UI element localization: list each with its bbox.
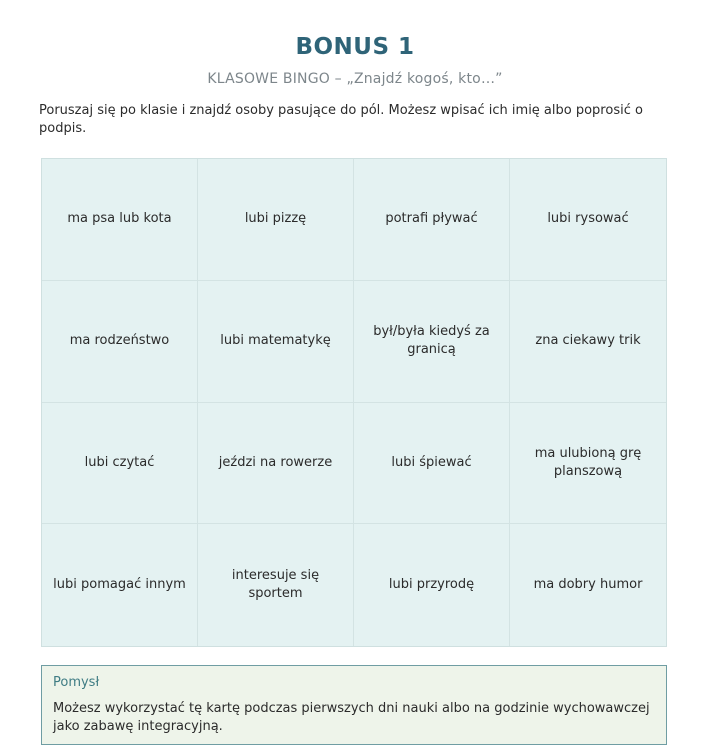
bingo-cell[interactable]: ma rodzeństwo: [42, 281, 198, 403]
bingo-cell[interactable]: ma psa lub kota: [42, 159, 198, 281]
page-title: BONUS 1: [295, 34, 415, 60]
bingo-cell[interactable]: lubi śpiewać: [354, 403, 510, 525]
bingo-cell[interactable]: lubi pizzę: [198, 159, 354, 281]
bingo-grid: [41, 158, 667, 647]
bingo-cell[interactable]: interesuje się sportem: [198, 524, 354, 646]
instructions-text: Poruszaj się po klasie i znajdź osoby pasujące do pól. Możesz wpisać ich imię albo poprosić o podpis.: [39, 103, 643, 136]
bingo-cell[interactable]: zna ciekawy trik: [510, 281, 666, 403]
bingo-cell[interactable]: lubi czytać: [42, 403, 198, 525]
bingo-cell[interactable]: lubi matematykę: [198, 281, 354, 403]
bingo-cell[interactable]: ma dobry humor: [533, 577, 643, 593]
idea-box: [41, 665, 667, 745]
bingo-cell[interactable]: lubi przyrodę: [354, 524, 510, 646]
bingo-cell[interactable]: jeździ na rowerze: [198, 403, 354, 525]
page-subtitle: KLASOWE BINGO – „Znajdź kogoś, kto…”: [207, 71, 503, 87]
bingo-cell[interactable]: ma ulubioną grę planszową: [510, 403, 666, 525]
bingo-cell[interactable]: był/była kiedyś za granicą: [354, 281, 510, 403]
bingo-cell[interactable]: lubi pomagać innym: [42, 524, 198, 646]
idea-box-text: Możesz wykorzystać tę kartę podczas pierwszych dni nauki albo na godzinie wychowawczej jako zabawę integracyjną.: [53, 701, 650, 734]
idea-box-title: Pomysł: [53, 675, 100, 690]
bingo-cell[interactable]: potrafi pływać: [354, 159, 510, 281]
bingo-cell[interactable]: lubi rysować: [510, 159, 666, 281]
